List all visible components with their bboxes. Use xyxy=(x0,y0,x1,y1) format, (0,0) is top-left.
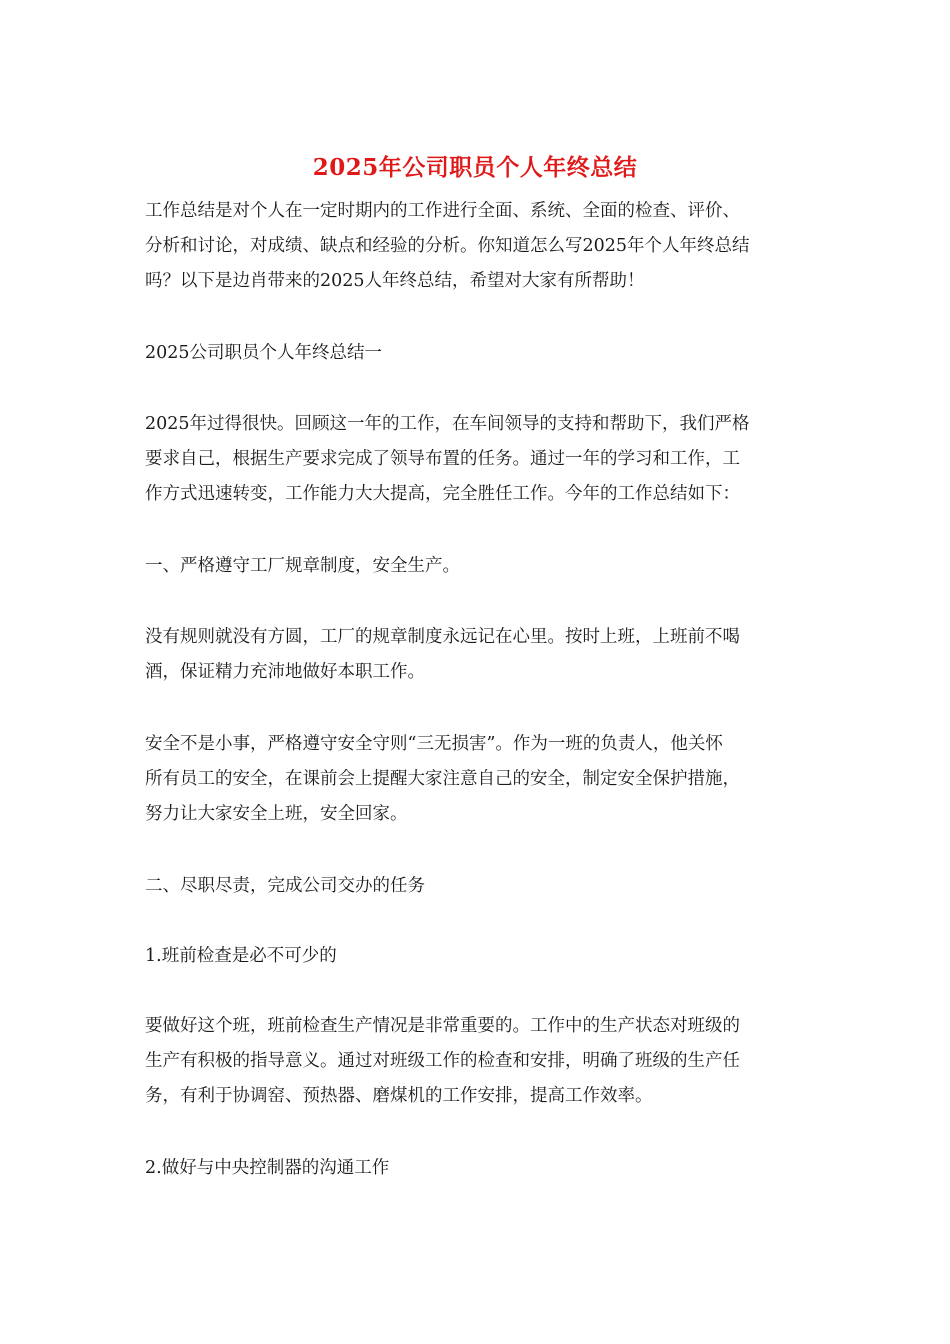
paragraph-line: 一、严格遵守工厂规章制度，安全生产。 xyxy=(145,556,460,576)
paragraph-line: 二、尽职尽责，完成公司交办的任务 xyxy=(145,876,425,896)
paragraph-line: 没有规则就没有方圆，工厂的规章制度永远记在心里。按时上班，上班前不喝 xyxy=(145,627,740,647)
paragraph-line: 要求自己，根据生产要求完成了领导布置的任务。通过一年的学习和工作，工 xyxy=(145,449,740,469)
paragraph-line: 作方式迅速转变，工作能力大大提高，完全胜任工作。今年的工作总结如下： xyxy=(145,484,740,504)
subsection-heading-1 xyxy=(145,549,815,584)
paragraph-line: 酒，保证精力充沛地做好本职工作。 xyxy=(145,662,425,682)
section-heading xyxy=(145,336,815,371)
paragraph-line: 工作总结是对个人在一定时期内的工作进行全面、系统、全面的检查、评价、 xyxy=(145,201,740,221)
paragraph-review xyxy=(145,407,815,512)
paragraph-line: 务，有利于协调窑、预热器、磨煤机的工作安排，提高工作效率。 xyxy=(145,1086,653,1106)
numbered-heading-1 xyxy=(145,939,815,974)
paragraph-intro xyxy=(145,194,815,299)
paragraph-safety xyxy=(145,727,815,832)
paragraph-line: 2025公司职员个人年终总结一 xyxy=(145,343,383,363)
paragraph-line: 要做好这个班，班前检查生产情况是非常重要的。工作中的生产状态对班级的 xyxy=(145,1016,740,1036)
paragraph-line: 吗？以下是边肖带来的2025人年终总结，希望对大家有所帮助！ xyxy=(145,271,645,291)
paragraph-line: 生产有积极的指导意义。通过对班级工作的检查和安排，明确了班级的生产任 xyxy=(145,1051,740,1071)
paragraph-line: 安全不是小事，严格遵守安全守则“三无损害”。作为一班的负责人，他关怀 xyxy=(145,734,723,754)
document-title: 2025年公司职员个人年终总结 xyxy=(312,154,638,181)
paragraph-line: 所有员工的安全，在课前会上提醒大家注意自己的安全，制定安全保护措施， xyxy=(145,769,740,789)
paragraph-precheck xyxy=(145,1009,815,1114)
numbered-heading-2 xyxy=(145,1151,815,1186)
paragraph-line: 1.班前检查是必不可少的 xyxy=(145,946,337,966)
paragraph-line: 分析和讨论，对成绩、缺点和经验的分析。你知道怎么写2025年个人年终总结 xyxy=(145,236,750,256)
paragraph-rules xyxy=(145,620,815,690)
paragraph-line: 努力让大家安全上班，安全回家。 xyxy=(145,804,408,824)
paragraph-line: 2.做好与中央控制器的沟通工作 xyxy=(145,1158,390,1178)
subsection-heading-2 xyxy=(145,869,815,904)
paragraph-line: 2025年过得很快。回顾这一年的工作，在车间领导的支持和帮助下，我们严格 xyxy=(145,414,750,434)
